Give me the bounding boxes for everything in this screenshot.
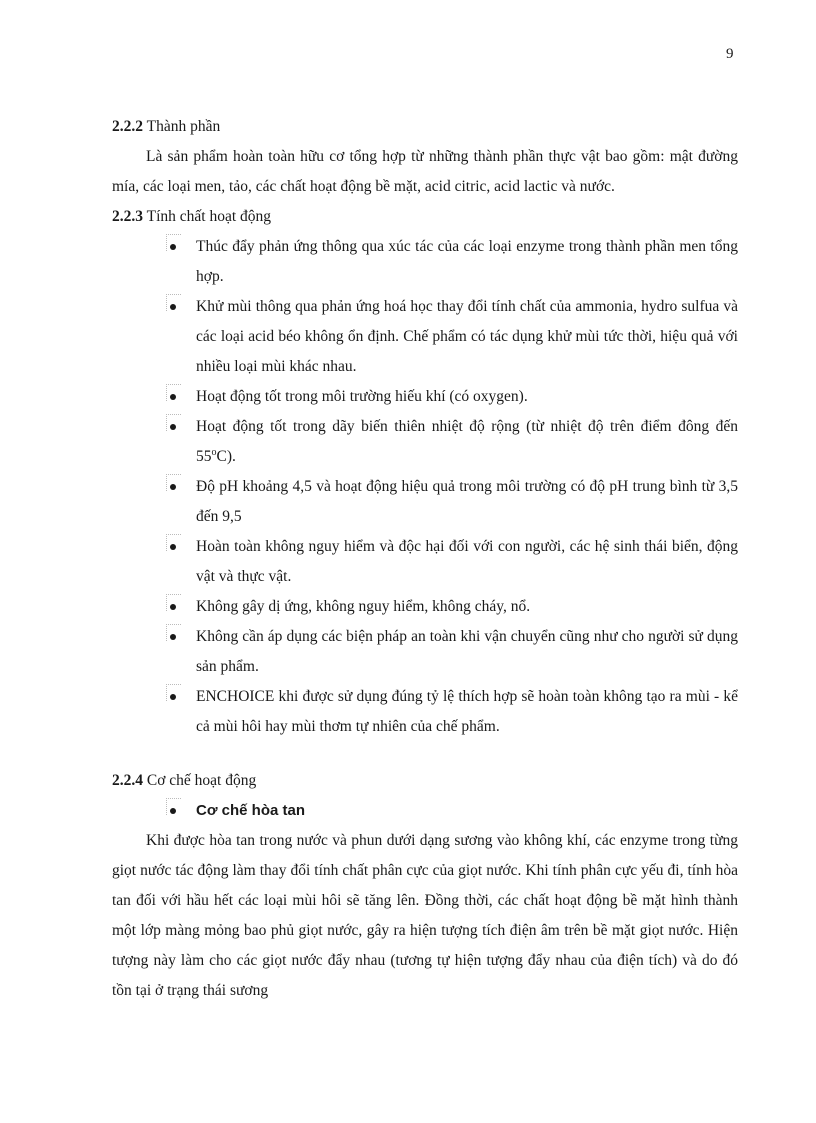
bullet-icon	[170, 394, 176, 400]
list-item: Khử mùi thông qua phản ứng hoá học thay đổi tính chất của ammonia, hydro sulfua và các loại acid béo không ổn định. Chế phẩm có tác dụng khử mùi tức thời, hiệu quả với nhiều loại mùi khác nhau.	[112, 292, 738, 382]
heading-2-2-2	[112, 112, 738, 142]
list-item: ENCHOICE khi được sử dụng đúng tỷ lệ thích hợp sẽ hoàn toàn không tạo ra mùi - kể cả mùi hôi hay mùi thơm tự nhiên của chế phẩm.	[112, 682, 738, 742]
section-title: Thành phần	[146, 118, 221, 135]
sub-heading-co-che-hoa-tan: Cơ chế hòa tan	[112, 796, 738, 826]
bullet-icon	[170, 544, 176, 550]
bullet-icon	[170, 304, 176, 310]
section-number: 2.2.4	[112, 772, 143, 789]
bullet-icon	[170, 424, 176, 430]
list-item: Không gây dị ứng, không nguy hiểm, không cháy, nổ.	[112, 592, 738, 622]
list-item: Độ pH khoảng 4,5 và hoạt động hiệu quả trong môi trường có độ pH trung bình từ 3,5 đến 9,5	[112, 472, 738, 532]
bullet-icon	[170, 604, 176, 610]
list-item: Thúc đẩy phản ứng thông qua xúc tác của các loại enzyme trong thành phần men tổng hợp.	[112, 232, 738, 292]
section-number: 2.2.3	[112, 208, 143, 225]
bullet-icon	[170, 244, 176, 250]
paragraph-thanh-phan: Là sản phẩm hoàn toàn hữu cơ tổng hợp từ những thành phần thực vật bao gồm: mật đường mía, các loại men, tảo, các chất hoạt động bề mặt, acid citric, acid lactic và nước.	[112, 148, 738, 195]
list-item: Hoạt động tốt trong môi trường hiếu khí (có oxygen).	[112, 382, 738, 412]
document-body	[112, 112, 738, 1006]
paragraph-co-che-hoa-tan: Khi được hòa tan trong nước và phun dưới dạng sương vào không khí, các enzyme trong từng giọt nước tác động làm thay đổi tính chất phân cực của giọt nước. Khi tính phân cực yếu đi, tính hòa tan đối với hầu hết các loại mùi hôi sẽ tăng lên. Đồng thời, các chất hoạt động bề mặt hình thành một lớp màng mỏng bao phủ giọt nước, gây ra hiện tượng tích điện âm trên bề mặt giọt nước. Hiện tượng này làm cho các giọt nước đẩy nhau (tương tự hiện tượng đẩy nhau của điện tích) và do đó tồn tại ở trạng thái sương	[112, 832, 738, 999]
property-list	[112, 232, 738, 742]
bullet-icon	[170, 484, 176, 490]
section-title: Tính chất hoạt động	[146, 208, 272, 225]
bullet-icon	[170, 694, 176, 700]
page-number: 9	[726, 46, 734, 62]
section-number: 2.2.2	[112, 118, 143, 135]
list-item: Hoạt động tốt trong dãy biến thiên nhiệt độ rộng (từ nhiệt độ trên điểm đông đến 55$^o$C).	[112, 412, 738, 472]
heading-2-2-4	[112, 766, 738, 796]
list-item: Hoàn toàn không nguy hiểm và độc hại đối với con người, các hệ sinh thái biển, động vật và thực vật.	[112, 532, 738, 592]
list-item: Không cần áp dụng các biện pháp an toàn khi vận chuyển cũng như cho người sử dụng sản phẩm.	[112, 622, 738, 682]
section-title: Cơ chế hoạt động	[146, 772, 257, 789]
bullet-icon	[170, 808, 176, 814]
bullet-icon	[170, 634, 176, 640]
heading-2-2-3	[112, 202, 738, 232]
